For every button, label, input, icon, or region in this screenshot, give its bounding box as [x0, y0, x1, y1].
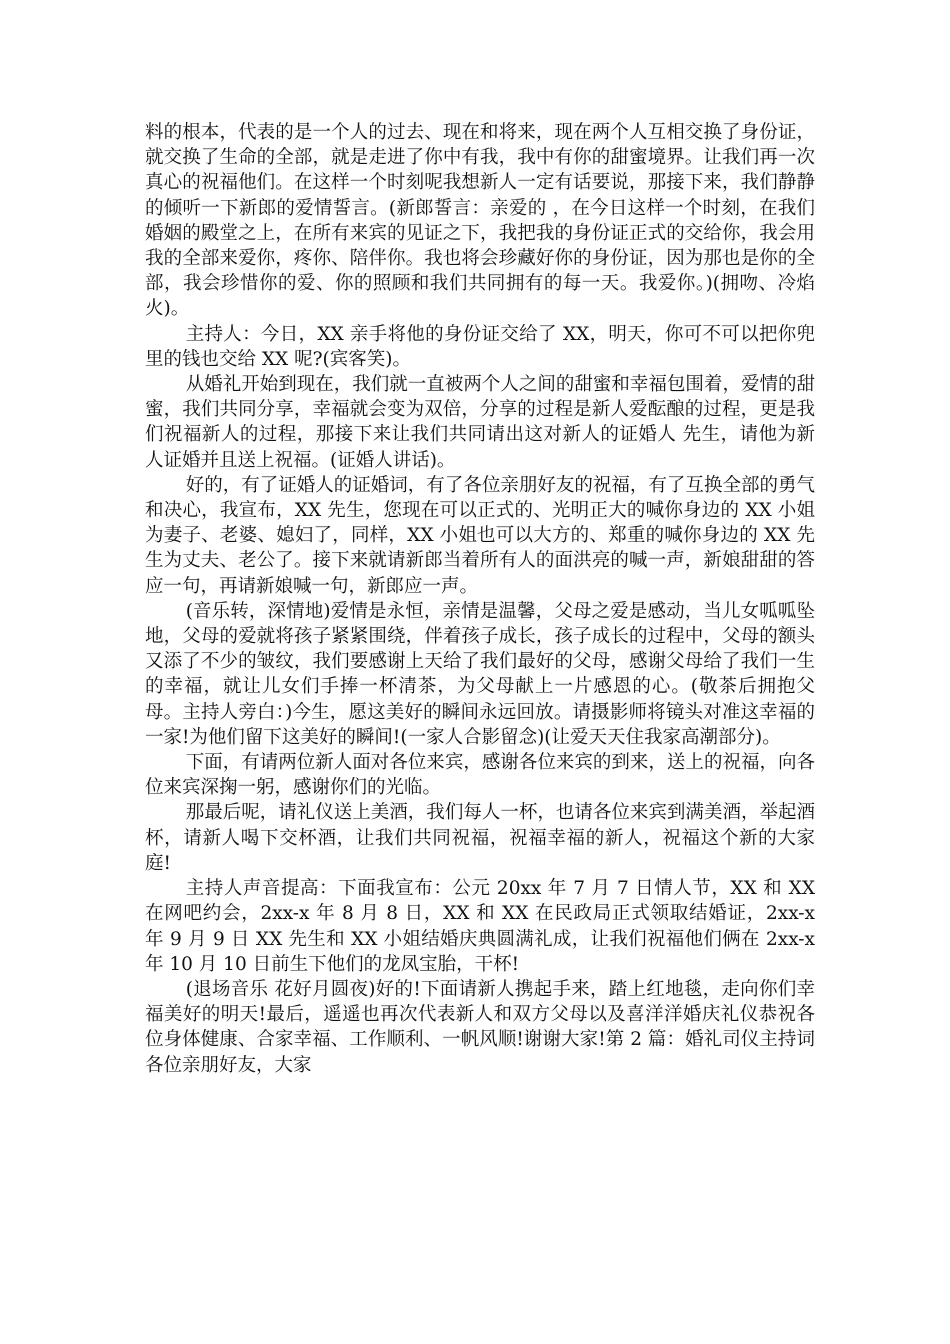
paragraph-6: 下面，有请两位新人面对各位来宾，感谢各位来宾的到来，送上的祝福，向各位来宾深掬一躬，感谢你们的光临。	[145, 752, 815, 799]
paragraph-3: 从婚礼开始到现在，我们就一直被两个人之间的甜蜜和幸福包围着，爱情的甜蜜，我们共同分享，幸福就会变为双倍，分享的过程是新人爱酝酿的过程，更是我们祝福新人的过程，那接下来让我们共同请出这对新人的证婚人 先生，请他为新人证婚并且送上祝福。(证婚人讲话)。	[145, 374, 815, 471]
document-page	[145, 120, 815, 1078]
paragraph-1: 料的根本，代表的是一个人的过去、现在和将来，现在两个人互相交换了身份证，就交换了生命的全部，就是走进了你中有我，我中有你的甜蜜境界。让我们再一次真心的祝福他们。在这样一个时刻呢我想新人一定有话要说，那接下来，我们静静的倾听一下新郎的爱情誓言。(新郎誓言：亲爱的 ，在今日这样一个时刻，在我们婚姻的殿堂之上，在所有来宾的见证之下，我把我的身份证正式的交给你，我会用我的全部来爱你，疼你、陪伴你。我也将会珍藏好你的身份证，因为那也是你的全部，我会珍惜你的爱、你的照顾和我们共同拥有的每一天。我爱你。)(拥吻、冷焰火)。	[145, 122, 815, 320]
paragraph-9: (退场音乐 花好月圆夜)好的!下面请新人携起手来，踏上红地毯，走向你们幸福美好的明天!最后，遥遥也再次代表新人和双方父母以及喜洋洋婚庆礼仪恭祝各位身体健康、合家幸福、工作顺利、一帆风顺!谢谢大家!第 2 篇：婚礼司仪主持词各位亲朋好友，大家	[145, 978, 815, 1076]
paragraph-2: 主持人：今日，XX 亲手将他的身份证交给了 XX，明天，你可不可以把你兜里的钱也交给 XX 呢?(宾客笑)。	[145, 323, 815, 370]
paragraph-5: (音乐转，深情地)爱情是永恒，亲情是温馨，父母之爱是感动，当儿女呱呱坠地，父母的爱就将孩子紧紧围绕，伴着孩子成长，孩子成长的过程中，父母的额头又添了不少的皱纹，我们要感谢上天给了我们最好的父母，感谢父母给了我们一生的幸福，就让儿女们手捧一杯清茶，为父母献上一片感恩的心。(敬茶后拥抱父母。主持人旁白：)今生，愿这美好的瞬间永远回放。请摄影师将镜头对准这幸福的一家!为他们留下这美好的瞬间!(一家人合影留念)(让爱天天住我家高潮部分)。	[145, 600, 815, 748]
paragraph-8: 主持人声音提高：下面我宣布：公元 20xx 年 7 月 7 日情人节，XX 和 XX 在网吧约会，2xx-x 年 8 月 8 日，XX 和 XX 在民政局正式领取结婚证，2xx-x 年 9 月 9 日 XX 先生和 XX 小姐结婚庆典圆满礼成，让我们祝福他们俩在 2xx-x 年 10 月 10 日前生下他们的龙凤宝胎，干杯!	[145, 878, 815, 975]
paragraph-4: 好的，有了证婚人的证婚词，有了各位亲朋好友的祝福，有了互换全部的勇气和决心，我宣布，XX 先生，您现在可以正式的、光明正大的喊你身边的 XX 小姐为妻子、老婆、媳妇了，同样，XX 小姐也可以大方的、郑重的喊你身边的 XX 先生为丈夫、老公了。接下来就请新郎当着所有人的面洪亮的喊一声，新娘甜甜的答应一句，再请新娘喊一句，新郎应一声。	[145, 474, 815, 597]
paragraph-7: 那最后呢，请礼仪送上美酒，我们每人一杯，也请各位来宾到满美酒，举起酒杯，请新人喝下交杯酒，让我们共同祝福，祝福幸福的新人，祝福这个新的大家庭!	[145, 802, 815, 874]
